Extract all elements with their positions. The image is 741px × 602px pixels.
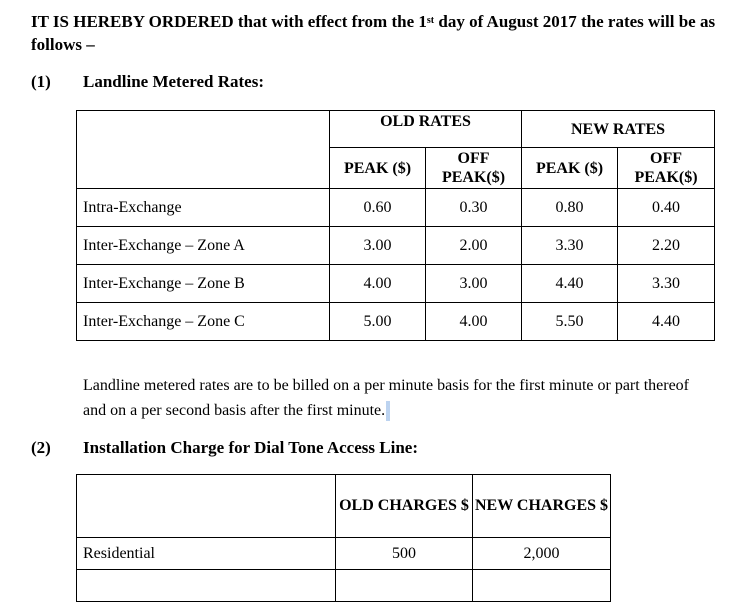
row-label: Intra-Exchange: [77, 189, 330, 227]
table-header-row: [77, 475, 611, 538]
table-row: [77, 189, 715, 227]
rate-cell: 5.50: [522, 303, 618, 341]
new-rates-header: NEW RATES: [522, 111, 715, 148]
section-2-number: (2): [31, 438, 51, 457]
old-offpeak-header: OFF PEAK($): [426, 148, 522, 189]
section-2-title: Installation Charge for Dial Tone Access Line:: [83, 438, 418, 457]
charge-cell: 500: [336, 538, 473, 570]
old-peak-header: PEAK ($): [330, 148, 426, 189]
row-label: Inter-Exchange – Zone A: [77, 227, 330, 265]
table-row: [77, 303, 715, 341]
landline-rates-table: [76, 110, 715, 341]
row-label: Inter-Exchange – Zone C: [77, 303, 330, 341]
charge-cell: 2,000: [473, 538, 611, 570]
old-charges-header: OLD CHARGES $: [336, 475, 473, 538]
billing-note-text: Landline metered rates are to be billed on a per minute basis for the first minute or part thereof and on a per second basis after the first minute.: [83, 377, 689, 419]
rate-cell: 0.80: [522, 189, 618, 227]
rate-cell: 3.00: [426, 265, 522, 303]
order-intro-text-2: day of August 2017 the rates will be as follows –: [31, 12, 716, 54]
rate-cell: 2.20: [618, 227, 715, 265]
row-label: Residential: [77, 538, 336, 570]
new-charges-header: NEW CHARGES $: [473, 475, 611, 538]
table-corner-cell: [77, 111, 330, 189]
row-label: Inter-Exchange – Zone B: [77, 265, 330, 303]
rate-cell: 3.00: [330, 227, 426, 265]
text-cursor: [386, 401, 390, 421]
new-peak-header: PEAK ($): [522, 148, 618, 189]
rate-cell: 2.00: [426, 227, 522, 265]
table-row: [77, 265, 715, 303]
rate-cell: 5.00: [330, 303, 426, 341]
new-offpeak-header: OFF PEAK($): [618, 148, 715, 189]
section-1-number: (1): [31, 72, 51, 91]
charge-cell: [336, 570, 473, 602]
rate-cell: 0.30: [426, 189, 522, 227]
rate-cell: 3.30: [522, 227, 618, 265]
section-1-title: Landline Metered Rates:: [83, 72, 264, 91]
rate-cell: 0.40: [618, 189, 715, 227]
billing-note: [83, 373, 713, 423]
rate-cell: 4.40: [618, 303, 715, 341]
table-corner-cell: [77, 475, 336, 538]
order-intro: [31, 10, 721, 56]
rate-cell: 4.00: [426, 303, 522, 341]
rate-cell: 4.00: [330, 265, 426, 303]
table-header-row: [77, 111, 715, 148]
order-intro-text-1: IT IS HEREBY ORDERED that with effect from the 1: [31, 12, 427, 31]
charge-cell: [473, 570, 611, 602]
installation-charge-table: [76, 474, 611, 602]
row-label: [77, 570, 336, 602]
table-row: [77, 570, 611, 602]
old-rates-header: OLD RATES: [330, 111, 522, 148]
rate-cell: 0.60: [330, 189, 426, 227]
table-row: [77, 538, 611, 570]
table-row: [77, 227, 715, 265]
order-intro-superscript: st: [426, 15, 435, 26]
rate-cell: 3.30: [618, 265, 715, 303]
rate-cell: 4.40: [522, 265, 618, 303]
